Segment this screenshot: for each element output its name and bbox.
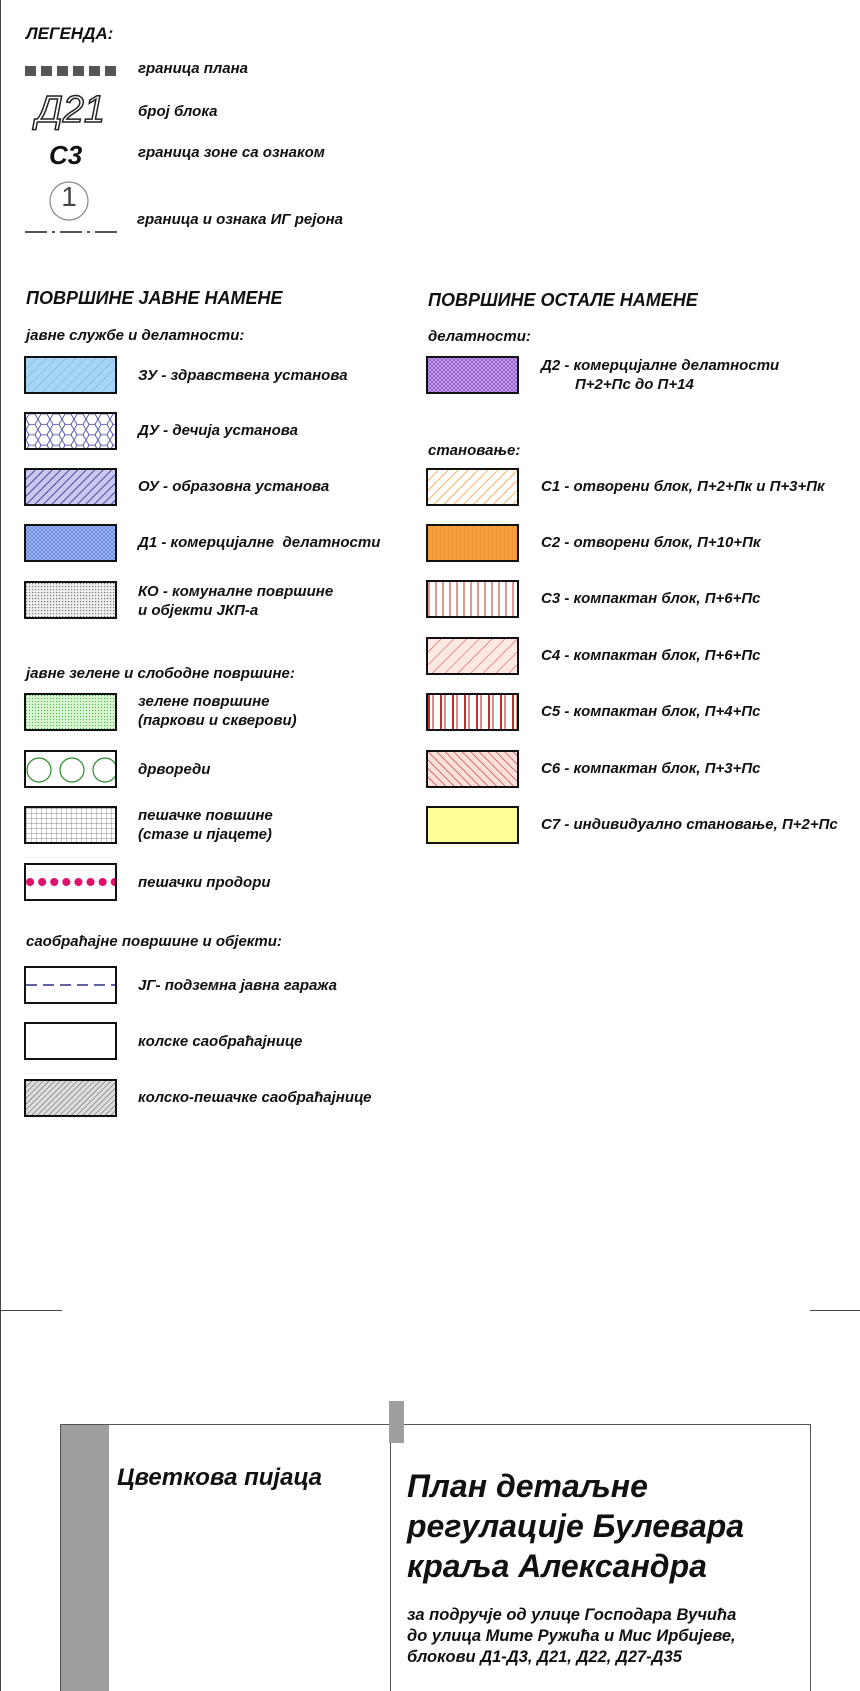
swatch-roads [24, 1022, 117, 1060]
label-roads: колске саобраћајнице [138, 1033, 303, 1050]
legend-title: ЛЕГЕНДА: [26, 24, 114, 43]
other-housing-subheading: становање: [428, 442, 521, 459]
label-pedestrian-areas-2: (стазе и пјацете) [138, 826, 272, 843]
plan-boundary-symbol [25, 64, 120, 76]
swatch-kindergarten [24, 412, 117, 450]
zone-code-sample: С3 [49, 140, 83, 170]
ig-region-line [25, 222, 120, 228]
swatch-commercial-d1 [24, 524, 117, 562]
public-services-subheading: јавне службе и делатности: [26, 327, 245, 344]
label-communal-2: и објекти ЈКП-а [138, 602, 259, 619]
swatch-s4 [426, 637, 519, 675]
label-green: зелене површине [138, 693, 270, 710]
titleblock-grey-bar [61, 1425, 109, 1691]
label-s7: С7 - индивидуално становање, П+2+Пс [541, 816, 838, 833]
swatch-s3 [426, 580, 519, 618]
label-pedestrian-areas: пешачке повшине [138, 807, 273, 824]
swatch-s7 [426, 806, 519, 844]
other-activities-subheading: делатности: [428, 328, 531, 345]
swatch-pedestrian-passages [24, 863, 117, 901]
label-communal: КО - комуналне површине [138, 583, 334, 600]
label-shared-roads: колско-пешачке саобраћајнице [138, 1089, 372, 1106]
legend-item-block-number: број блока [138, 103, 218, 120]
ig-region-number: 1 [61, 181, 77, 212]
label-commercial-d1: Д1 - комерцијалне делатности [138, 534, 381, 551]
titleblock-grey-tab [389, 1401, 404, 1443]
label-school: ОУ - образовна установа [138, 478, 330, 495]
swatch-garage [24, 966, 117, 1004]
label-commercial-d2-2: П+2+Пс до П+14 [575, 376, 694, 393]
swatch-tree-rows [24, 750, 117, 788]
plan-title-line-3: краља Александра [407, 1548, 707, 1584]
label-tree-rows: дрвореди [138, 761, 211, 778]
swatch-communal [24, 581, 117, 619]
fold-line-right [810, 1310, 860, 1311]
swatch-s1 [426, 468, 519, 506]
plan-description-line-1: за подручје од улице Господара Вучића [407, 1606, 737, 1624]
legend-item-plan-boundary: граница плана [138, 60, 248, 77]
swatch-commercial-d2 [426, 356, 519, 394]
swatch-s6 [426, 750, 519, 788]
public-traffic-subheading: саобраћајне површине и објекти: [26, 933, 282, 950]
swatch-s5 [426, 693, 519, 731]
label-s2: С2 - отворени блок, П+10+Пк [541, 534, 761, 551]
label-s6: С6 - компактан блок, П+3+Пс [541, 760, 761, 777]
public-green-subheading: јавне зелене и слободне површине: [26, 665, 295, 682]
swatch-pedestrian-areas [24, 806, 117, 844]
place-name: Цветкова пијаца [117, 1464, 322, 1491]
label-commercial-d2: Д2 - комерцијалне делатности [541, 357, 780, 374]
swatch-green [24, 693, 117, 731]
swatch-shared-roads [24, 1079, 117, 1117]
plan-description-line-2: до улица Мите Ружића и Мис Ирбијеве, [407, 1627, 736, 1645]
swatch-school [24, 468, 117, 506]
label-s4: С4 - компактан блок, П+6+Пс [541, 647, 761, 664]
legend-item-ig-region: граница и ознака ИГ рејона [137, 211, 343, 228]
label-s3: С3 - компактан блок, П+6+Пс [541, 590, 761, 607]
label-health: ЗУ - здравствена установа [138, 367, 348, 384]
plan-description-line-3: блокови Д1-Д3, Д21, Д22, Д27-Д35 [407, 1648, 682, 1666]
label-green-2: (паркови и скверови) [138, 712, 297, 729]
legend-item-zone-boundary: граница зоне са ознаком [138, 144, 325, 161]
swatch-health [24, 356, 117, 394]
page-frame-left [0, 0, 1, 1691]
block-number-sample: Д21 [36, 89, 106, 131]
label-pedestrian-passages: пешачки продори [138, 874, 271, 891]
plan-title-line-1: План детаљне [407, 1468, 648, 1504]
swatch-s2 [426, 524, 519, 562]
label-kindergarten: ДУ - дечија установа [138, 422, 298, 439]
label-s5: С5 - компактан блок, П+4+Пс [541, 703, 761, 720]
public-heading: ПОВРШИНЕ ЈАВНЕ НАМЕНЕ [26, 288, 283, 308]
plan-title-line-2: регулације Булевара [407, 1508, 745, 1544]
label-s1: С1 - отворени блок, П+2+Пк и П+3+Пк [541, 478, 825, 495]
other-heading: ПОВРШИНЕ ОСТАЛЕ НАМЕНЕ [428, 290, 698, 310]
label-garage: ЈГ- подземна јавна гаража [138, 977, 337, 994]
fold-line-left [0, 1310, 62, 1311]
